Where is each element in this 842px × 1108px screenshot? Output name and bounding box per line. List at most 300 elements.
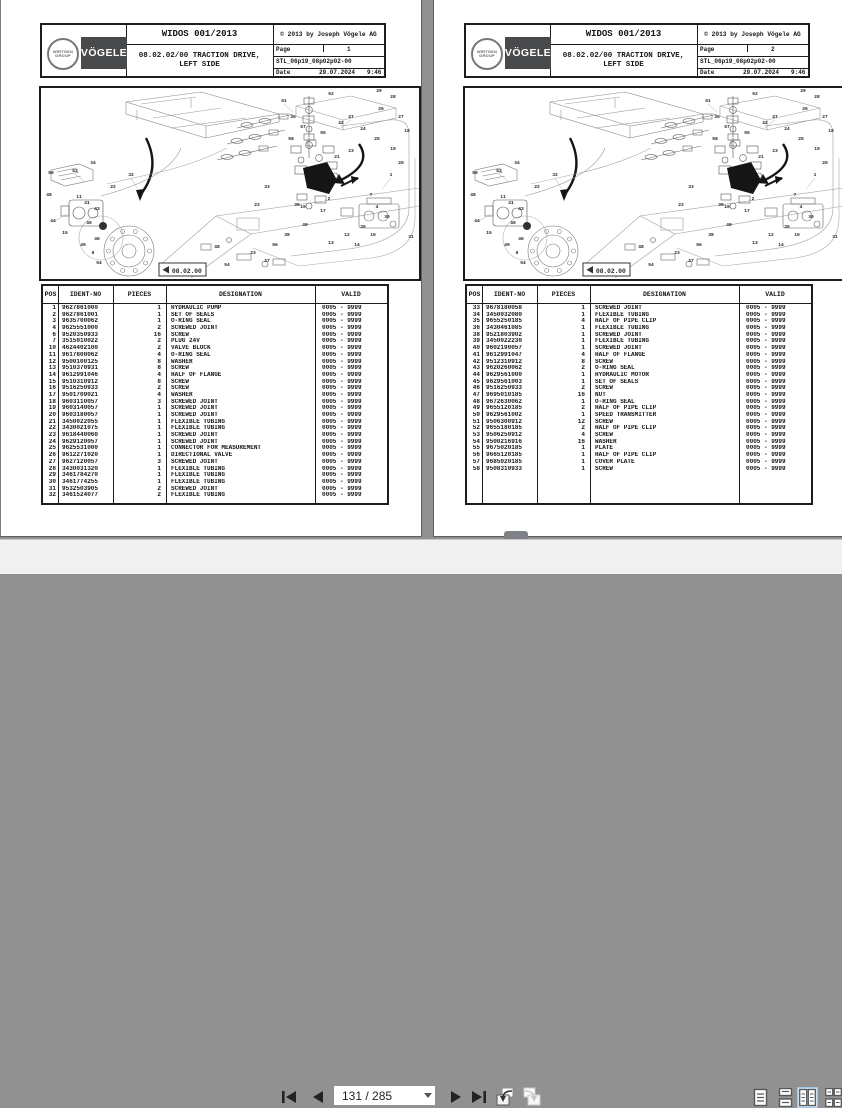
parts-table-body <box>467 305 811 472</box>
table-cell: 1 <box>157 412 161 419</box>
diagram-callout: 52 <box>752 92 758 97</box>
time-value: 9:46 <box>367 69 382 76</box>
diagram-callout: 21 <box>334 155 340 160</box>
diagram-callout: 4 <box>799 205 803 210</box>
table-cell: 1 <box>157 472 161 479</box>
diagram-callout: 33 <box>264 185 270 190</box>
diagram-callout: 28 <box>814 95 820 100</box>
table-cell: 4 <box>52 325 56 332</box>
table-cell: 17 <box>48 391 56 398</box>
title-block <box>464 23 810 78</box>
diagram-callout: 48 <box>46 193 52 198</box>
two-page-layout-button[interactable] <box>797 1087 818 1108</box>
table-cell: 0005 - 9999 <box>322 472 362 479</box>
table-cell: 30 <box>48 478 56 485</box>
table-cell: HALF OF PIPE CLIP <box>595 425 657 432</box>
table-row <box>467 359 811 366</box>
copyright: © 2013 by Joseph Vögele AG <box>280 31 377 38</box>
date-value: 29.07.2024 <box>319 69 356 76</box>
page-number-input[interactable] <box>334 1089 420 1103</box>
diagram-callout: 39 <box>718 203 724 208</box>
col-header-pieces: PIECES <box>551 291 576 298</box>
table-cell: FLEXIBLE TUBING <box>171 472 226 479</box>
table-cell: 9672630062 <box>486 398 523 405</box>
diagram-callout: 13 <box>752 241 758 246</box>
col-header-identno: IDENT-NO <box>69 291 102 298</box>
doc-code: STL_06p19_08p02p02-00 <box>276 58 352 65</box>
table-cell: 9516250933 <box>62 385 99 392</box>
table-cell: SCREW <box>595 432 614 439</box>
date-label: Date <box>276 69 291 76</box>
table-cell: O-RING SEAL <box>595 398 635 405</box>
table-row <box>467 459 811 466</box>
table-cell: HYDRAULIC MOTOR <box>595 371 650 378</box>
diagram-callout: 45 <box>86 221 92 226</box>
table-cell: SCREWED JOINT <box>171 412 218 419</box>
table-cell: FLEXIBLE TUBING <box>595 311 650 318</box>
diagram-callout: 43 <box>518 207 524 212</box>
table-cell: 9508310933 <box>486 465 523 472</box>
diagram-callout: 24 <box>360 127 366 132</box>
table-cell: 2 <box>581 425 585 432</box>
col-header-pos: POS <box>468 291 481 298</box>
table-cell: 55 <box>472 445 480 452</box>
date-value: 29.07.2024 <box>743 69 780 76</box>
time-value: 9:46 <box>791 69 806 76</box>
table-cell: SCREWED JOINT <box>171 398 218 405</box>
diagram-callout: 14 <box>354 243 360 248</box>
table-cell: SCREW <box>595 465 614 472</box>
table-cell: 15 <box>48 378 56 385</box>
diagram-callout: 13 <box>328 241 334 246</box>
table-cell: 9612271020 <box>62 452 99 459</box>
table-cell: 40 <box>472 345 480 352</box>
diagram-callout: 54 <box>224 263 230 268</box>
last-page-icon <box>471 1091 487 1103</box>
table-cell: FLEXIBLE TUBING <box>171 425 226 432</box>
table-cell: 0005 - 9999 <box>746 338 786 345</box>
table-cell: 3515010022 <box>62 338 99 345</box>
table-cell: 42 <box>472 358 480 365</box>
table-cell: 16 <box>48 385 56 392</box>
table-cell: 1 <box>157 452 161 459</box>
table-row <box>43 486 387 493</box>
page-dropdown-caret-icon[interactable] <box>424 1093 432 1098</box>
table-cell: 44 <box>472 371 480 378</box>
diagram-callout: 6 <box>515 251 519 256</box>
table-cell: SCREW <box>595 358 614 365</box>
table-cell: 52 <box>472 425 480 432</box>
first-page-icon <box>281 1091 297 1103</box>
table-cell: SCREWED JOINT <box>171 485 218 492</box>
table-row <box>467 338 811 345</box>
table-row <box>43 338 387 345</box>
diagram-callout: 14 <box>778 243 784 248</box>
diagram-callout: 20 <box>822 161 828 166</box>
table-row <box>467 399 811 406</box>
table-cell: 16 <box>153 331 161 338</box>
diagram-callout: 42 <box>338 121 344 126</box>
logo-text: GROUP <box>479 53 495 58</box>
diagram-callout: 7 <box>793 193 797 198</box>
table-row <box>467 345 811 352</box>
diagram-callout: 30 <box>384 215 390 220</box>
table-cell: 1 <box>157 445 161 452</box>
diagram-callout: 19 <box>814 147 820 152</box>
pdf-page-1 <box>0 0 422 537</box>
diagram-callout: 22 <box>110 185 116 190</box>
next-page-button[interactable] <box>444 1088 468 1105</box>
diagram-callout: 53 <box>496 169 502 174</box>
table-cell: 0005 - 9999 <box>746 405 786 412</box>
diagram-callout: 1 <box>389 173 393 178</box>
table-row <box>43 405 387 412</box>
table-row <box>43 399 387 406</box>
single-page-layout-button[interactable] <box>750 1087 771 1108</box>
table-cell: 9506250912 <box>486 432 523 439</box>
table-cell: PLATE <box>595 445 614 452</box>
table-cell: SCREWED JOINT <box>595 305 642 312</box>
diagram-callout: 47 <box>772 115 778 120</box>
table-cell: 27 <box>48 458 56 465</box>
table-cell: 0005 - 9999 <box>322 338 362 345</box>
table-cell: HALF OF FLANGE <box>595 351 646 358</box>
table-cell: 54 <box>472 438 480 445</box>
table-cell: 12 <box>577 418 585 425</box>
svg-text:08.02.00: 08.02.00 <box>172 268 202 275</box>
table-row <box>43 466 387 473</box>
table-cell: 49 <box>472 405 480 412</box>
diagram-callout: 55 <box>744 131 750 136</box>
table-cell: 58 <box>472 465 480 472</box>
diagram-callout: 16 <box>370 233 376 238</box>
diagram-callout: 22 <box>678 203 684 208</box>
table-row <box>467 392 811 399</box>
section-title <box>126 44 273 78</box>
diagram-callout: 53 <box>72 169 78 174</box>
table-cell: 9655120185 <box>486 405 523 412</box>
table-row <box>43 385 387 392</box>
table-cell: 0005 - 9999 <box>322 412 362 419</box>
diagram-callout: 20 <box>398 161 404 166</box>
table-cell: 9620260062 <box>486 365 523 372</box>
table-cell: 1 <box>581 305 585 312</box>
table-cell: 3 <box>52 318 56 325</box>
table-cell: 21 <box>48 418 56 425</box>
table-cell: 3461784270 <box>62 472 99 479</box>
diagram-callout: 34 <box>90 161 96 166</box>
table-cell: 3450032080 <box>486 311 523 318</box>
diagram-callout: 58 <box>712 137 718 142</box>
table-cell: SCREW <box>171 331 190 338</box>
table-cell: 0005 - 9999 <box>746 438 786 445</box>
table-cell: 23 <box>48 432 56 439</box>
col-header-valid: VALID <box>765 291 785 298</box>
table-row <box>43 392 387 399</box>
toolbar-grab-handle[interactable] <box>504 531 528 539</box>
table-cell: NUT <box>595 391 606 398</box>
diagram-callout: 50 <box>472 171 478 176</box>
table-cell: HALF OF PIPE CLIP <box>595 318 657 325</box>
table-cell: 1 <box>581 311 585 318</box>
table-cell: 0005 - 9999 <box>746 305 786 312</box>
table-cell: 1 <box>157 425 161 432</box>
table-cell: 8 <box>157 358 161 365</box>
diagram-callout: 12 <box>768 233 774 238</box>
table-cell: 35 <box>472 318 480 325</box>
two-page-layout-icon <box>799 1088 816 1107</box>
diagram-callout: 36 <box>290 115 296 120</box>
table-cell: 9635700062 <box>62 318 99 325</box>
diagram-callout: 27 <box>688 259 694 264</box>
table-row <box>43 359 387 366</box>
table-cell: 0005 - 9999 <box>322 311 362 318</box>
date-label: Date <box>700 69 715 76</box>
table-cell: 3461774255 <box>62 478 99 485</box>
table-cell: 3450022055 <box>62 418 99 425</box>
table-cell: FLEXIBLE TUBING <box>171 492 226 499</box>
table-cell: 1 <box>581 371 585 378</box>
table-row <box>467 405 811 412</box>
table-cell: 43 <box>472 365 480 372</box>
page-number-field[interactable] <box>333 1085 436 1106</box>
table-cell: 9618440060 <box>62 432 99 439</box>
table-row <box>43 459 387 466</box>
table-cell: 2 <box>581 385 585 392</box>
table-row <box>467 385 811 392</box>
table-cell: 8 <box>581 358 585 365</box>
table-cell: 10 <box>48 345 56 352</box>
table-cell: SET OF SEALS <box>595 378 639 385</box>
table-cell: 0005 - 9999 <box>322 445 362 452</box>
table-cell: 0005 - 9999 <box>322 432 362 439</box>
table-row <box>467 432 811 439</box>
diagram-callout: 42 <box>762 121 768 126</box>
table-cell: 0005 - 9999 <box>746 432 786 439</box>
diagram-callout: 3 <box>355 177 359 182</box>
table-cell: 3461524077 <box>62 492 99 499</box>
table-cell: 16 <box>577 391 585 398</box>
table-cell: 13 <box>48 365 56 372</box>
table-cell: 33 <box>472 305 480 312</box>
section-title-line: 08.02.02/00 TRACTION DRIVE, <box>138 51 261 60</box>
parts-table-body <box>43 305 387 499</box>
table-cell: 0005 - 9999 <box>746 351 786 358</box>
table-cell: 3430461085 <box>486 325 523 332</box>
diagram-callout: 10 <box>724 205 730 210</box>
diagram-callout: 51 <box>281 99 287 104</box>
table-cell: 26 <box>48 452 56 459</box>
table-cell: 1 <box>581 331 585 338</box>
table-row <box>467 332 811 339</box>
diagram-ref-label <box>159 263 206 276</box>
table-cell: 2 <box>157 325 161 332</box>
diagram-callout: 12 <box>344 233 350 238</box>
table-cell: 0005 - 9999 <box>322 425 362 432</box>
table-cell: 57 <box>472 458 480 465</box>
table-cell: 12 <box>48 358 56 365</box>
continuous-scroll-layout-button[interactable] <box>775 1087 796 1108</box>
table-cell: 6 <box>52 331 56 338</box>
table-cell: 0005 - 9999 <box>746 398 786 405</box>
table-cell: 18 <box>48 398 56 405</box>
table-cell: 0005 - 9999 <box>746 331 786 338</box>
diagram-callout: 18 <box>828 129 834 134</box>
first-page-button[interactable] <box>277 1088 301 1105</box>
next-view-button[interactable] <box>519 1086 545 1108</box>
diagram-callout: 47 <box>348 115 354 120</box>
table-cell: 0005 - 9999 <box>746 318 786 325</box>
table-cell: 1 <box>157 438 161 445</box>
table-cell: VALVE BLOCK <box>171 345 211 352</box>
table-cell: 9629561002 <box>486 412 523 419</box>
table-cell: 38 <box>472 331 480 338</box>
table-cell: 50 <box>472 412 480 419</box>
col-header-designation: DESIGNATION <box>643 291 686 298</box>
diagram-callout: 43 <box>94 207 100 212</box>
sheet-content-2 <box>464 23 842 523</box>
table-row <box>43 412 387 419</box>
table-cell: 4 <box>157 351 161 358</box>
sheet-content-1 <box>40 23 422 523</box>
table-cell: 39 <box>472 338 480 345</box>
table-cell: 16 <box>577 438 585 445</box>
table-cell: SCREW <box>595 418 614 425</box>
previous-view-button[interactable] <box>492 1086 518 1108</box>
table-cell: 0005 - 9999 <box>746 412 786 419</box>
table-cell: 22 <box>48 425 56 432</box>
table-cell: HYDRAULIC PUMP <box>171 305 222 312</box>
diagram-callout: 22 <box>534 185 540 190</box>
table-cell: 0005 - 9999 <box>746 465 786 472</box>
table-cell: 45 <box>472 378 480 385</box>
table-cell: 0005 - 9999 <box>322 378 362 385</box>
diagram-callout: 50 <box>48 171 54 176</box>
diagram-callout: 29 <box>800 89 806 94</box>
table-cell: 9629561000 <box>486 371 523 378</box>
previous-page-button[interactable] <box>306 1088 330 1105</box>
table-cell: 0005 - 9999 <box>746 425 786 432</box>
table-row <box>467 372 811 379</box>
table-cell: 3430021075 <box>62 425 99 432</box>
diagram-callout: 40 <box>726 223 732 228</box>
table-cell: 0005 - 9999 <box>322 371 362 378</box>
table-cell: 51 <box>472 418 480 425</box>
table-row <box>467 379 811 386</box>
table-row <box>467 318 811 325</box>
diagram-callout: 48 <box>214 245 220 250</box>
parts-table <box>465 284 813 505</box>
table-cell: 4 <box>157 371 161 378</box>
table-cell: 0005 - 9999 <box>746 371 786 378</box>
table-cell: 9510310912 <box>62 378 99 385</box>
diagram-callout: 4 <box>375 205 379 210</box>
diagram-callout: 56 <box>696 243 702 248</box>
diagram-callout: 34 <box>514 161 520 166</box>
table-cell: 9627861001 <box>62 311 99 318</box>
table-cell: 0005 - 9999 <box>746 358 786 365</box>
logo-text: GROUP <box>55 53 71 58</box>
section-title-line: 08.02.02/00 TRACTION DRIVE, <box>562 51 685 60</box>
diagram-callout: 18 <box>404 129 410 134</box>
table-cell: 9500100125 <box>62 358 99 365</box>
table-cell: 2 <box>157 485 161 492</box>
table-cell: FLEXIBLE TUBING <box>595 325 650 332</box>
diagram-callout: 39 <box>294 203 300 208</box>
table-cell: 7 <box>52 338 56 345</box>
diagram-callout: 25 <box>374 137 380 142</box>
table-cell: 47 <box>472 391 480 398</box>
diagram-callout: 54 <box>648 263 654 268</box>
table-cell: 9602190057 <box>486 345 523 352</box>
table-cell: 9627861000 <box>62 305 99 312</box>
table-row <box>43 479 387 486</box>
diagram-callout: 24 <box>784 127 790 132</box>
diagram-callout: 2 <box>327 197 331 202</box>
table-row <box>43 492 387 499</box>
table-row <box>43 452 387 459</box>
table-cell: HALF OF PIPE CLIP <box>595 405 657 412</box>
table-cell: 1 <box>581 338 585 345</box>
diagram-callout: 54 <box>96 261 102 266</box>
two-page-continuous-layout-button[interactable] <box>823 1087 842 1108</box>
table-cell: SCREW <box>595 385 614 392</box>
table-cell: 1 <box>581 378 585 385</box>
diagram-callout: 15 <box>486 231 492 236</box>
page-label: Page <box>276 46 291 53</box>
table-cell: 1 <box>157 311 161 318</box>
last-page-button[interactable] <box>467 1088 491 1105</box>
diagram-callout: 46 <box>94 237 100 242</box>
table-cell: PLUG 24V <box>171 338 200 345</box>
voegele-logo: VÖGELE <box>505 37 551 69</box>
table-cell: 0005 - 9999 <box>322 418 362 425</box>
table-cell: DIRECTIONAL VALVE <box>171 452 233 459</box>
diagram-callout: 38 <box>708 233 714 238</box>
table-cell: 1 <box>581 412 585 419</box>
table-cell: 3450022230 <box>486 338 523 345</box>
table-cell: 0005 - 9999 <box>322 465 362 472</box>
table-cell: 0005 - 9999 <box>746 391 786 398</box>
table-cell: 0005 - 9999 <box>746 445 786 452</box>
parts-table <box>41 284 389 505</box>
diagram-callout: 33 <box>688 185 694 190</box>
table-cell: 4 <box>581 318 585 325</box>
divider <box>323 44 324 52</box>
table-cell: 0005 - 9999 <box>746 345 786 352</box>
diagram-callout: 6 <box>91 251 95 256</box>
diagram-callout: 49 <box>80 243 86 248</box>
table-cell: 9629561003 <box>486 378 523 385</box>
diagram-callout: 23 <box>674 251 680 256</box>
table-cell: SCREWED JOINT <box>171 438 218 445</box>
table-row <box>43 352 387 359</box>
table-row <box>43 445 387 452</box>
diagram-callout: 41 <box>508 201 514 206</box>
diagram-callout: 56 <box>272 243 278 248</box>
section-title-line: LEFT SIDE <box>179 61 220 69</box>
table-cell: SCREWED JOINT <box>171 325 218 332</box>
diagram-callout: 11 <box>76 195 82 200</box>
table-cell: 3 <box>157 398 161 405</box>
divider <box>747 44 748 52</box>
table-cell: WASHER <box>595 438 617 445</box>
table-cell: 1 <box>581 345 585 352</box>
table-cell: 0005 - 9999 <box>322 345 362 352</box>
table-cell: 0005 - 9999 <box>322 391 362 398</box>
diagram-callout: 44 <box>474 219 480 224</box>
table-cell: 0005 - 9999 <box>322 365 362 372</box>
